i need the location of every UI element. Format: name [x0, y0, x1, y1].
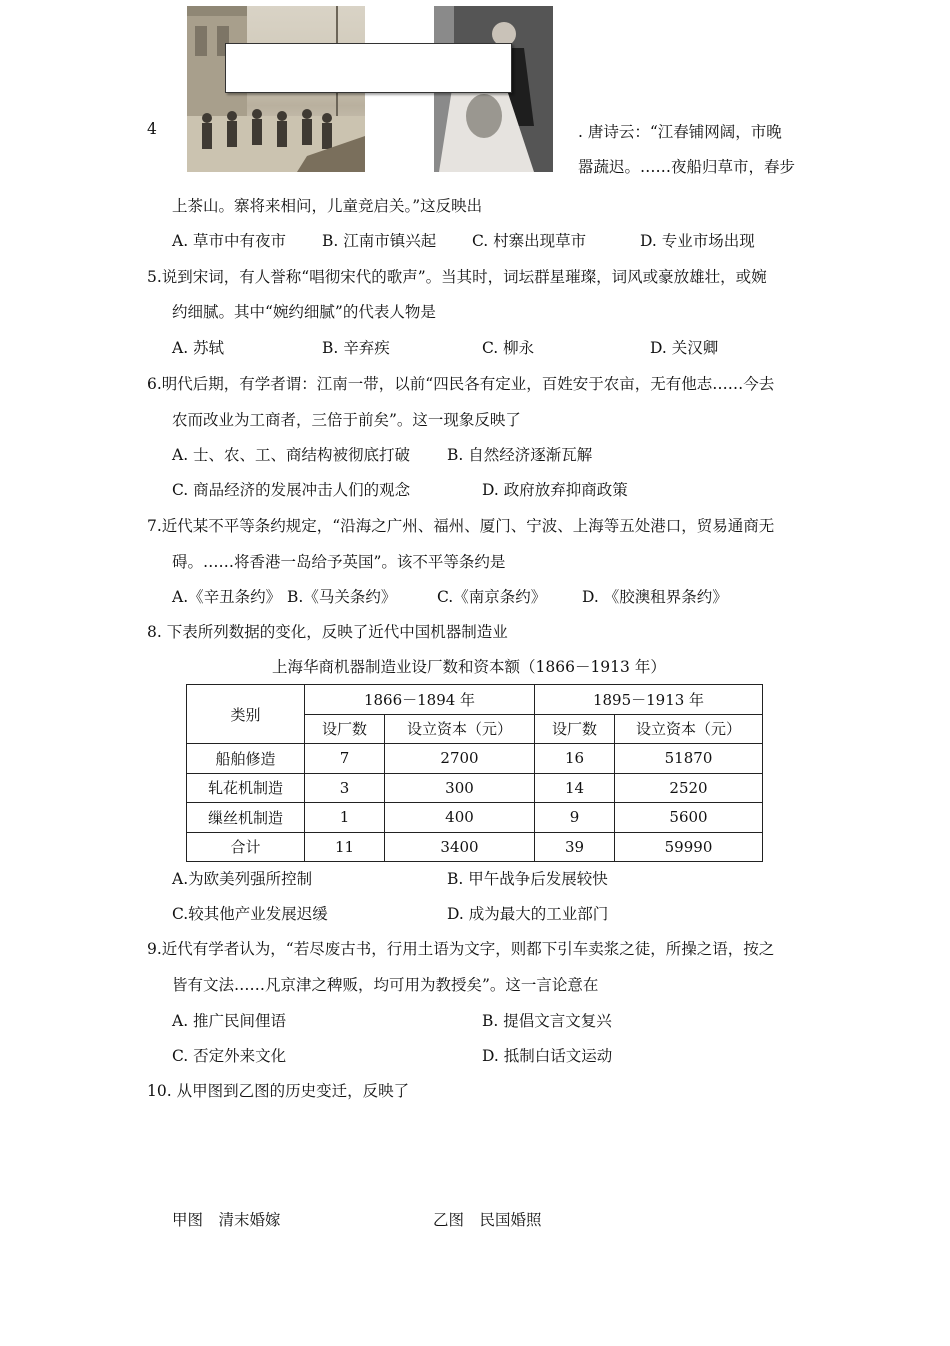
q4-text-line3: 上茶山。寨将来相问，儿童竞启关。”这反映出 [172, 197, 483, 215]
q9-option-a: A. 推广民间俚语 [172, 1012, 287, 1030]
q4-text-line1: . 唐诗云：“江春铺网阔，市晚 [578, 123, 782, 141]
caption-jia: 甲图 清末婚嫁 [172, 1211, 281, 1229]
q7-option-d: D. 《胶澳租界条约》 [582, 588, 728, 606]
table-row [187, 744, 763, 774]
q8-option-b: B. 甲午战争后发展较快 [447, 870, 608, 888]
row-capital-1: 400 [385, 803, 535, 833]
q8-option-a: A.为欧美列强所控制 [172, 870, 313, 888]
row-count-1: 7 [305, 744, 385, 774]
q6-option-b: B. 自然经济逐渐瓦解 [447, 446, 593, 464]
caption-yi: 乙图 民国婚照 [433, 1211, 542, 1229]
row-count-2: 39 [535, 832, 615, 862]
table-header-period2: 1895－1913 年 [535, 685, 763, 715]
q5-option-c: C. 柳永 [482, 339, 535, 357]
row-count-1: 11 [305, 832, 385, 862]
table-row [187, 832, 763, 862]
q4-option-c: C. 村寨出现草市 [472, 232, 587, 250]
q7-option-b: B.《马关条约》 [287, 588, 397, 606]
row-capital-2: 2520 [615, 773, 763, 803]
q7-line2: 碍。……将香港一岛给予英国”。该不平等条约是 [172, 553, 506, 571]
table-row [187, 773, 763, 803]
q6-line2: 农而改业为工商者，三倍于前矣”。这一现象反映了 [172, 411, 521, 429]
table-subheader-count-1: 设厂数 [305, 714, 385, 744]
row-capital-2: 51870 [615, 744, 763, 774]
q4-number: 4 [147, 120, 157, 138]
row-capital-1: 300 [385, 773, 535, 803]
q6-option-a: A. 士、农、工、商结构被彻底打破 [172, 446, 411, 464]
row-name: 缫丝机制造 [187, 803, 305, 833]
q7-option-c: C.《南京条约》 [437, 588, 547, 606]
q9-line2: 皆有文法……凡京津之稗贩，均可用为教授矣”。这一言论意在 [172, 976, 599, 994]
row-count-2: 16 [535, 744, 615, 774]
row-capital-2: 59990 [615, 832, 763, 862]
table-row [187, 803, 763, 833]
q8-option-d: D. 成为最大的工业部门 [447, 905, 609, 923]
q9-line1: 9.近代有学者认为，“若尽废古书，行用土语为文字，则都下引车卖浆之徒，所操之语，按之 [147, 940, 775, 958]
q10-stem: 10. 从甲图到乙图的历史变迁，反映了 [147, 1082, 410, 1100]
table-subheader-count-2: 设厂数 [535, 714, 615, 744]
table-title: 上海华商机器制造业设厂数和资本额（1866－1913 年） [272, 658, 666, 676]
q4-text-line2: 嚣蔬迟。……夜船归草市，春步 [578, 158, 796, 176]
row-capital-1: 3400 [385, 832, 535, 862]
row-count-1: 3 [305, 773, 385, 803]
q5-option-b: B. 辛弃疾 [322, 339, 390, 357]
q6-option-d: D. 政府放弃抑商政策 [482, 481, 628, 499]
row-capital-2: 5600 [615, 803, 763, 833]
table-header-category: 类别 [187, 685, 305, 744]
row-name: 轧花机制造 [187, 773, 305, 803]
row-count-2: 14 [535, 773, 615, 803]
cover-box [225, 43, 512, 93]
q7-option-a: A.《辛丑条约》 [172, 588, 282, 606]
q5-option-a: A. 苏轼 [172, 339, 225, 357]
q6-line1: 6.明代后期，有学者谓：江南一带，以前“四民各有定业，百姓安于农亩，无有他志……今去 [147, 375, 775, 393]
q4-option-d: D. 专业市场出现 [640, 232, 755, 250]
q4-option-b: B. 江南市镇兴起 [322, 232, 437, 250]
q8-option-c: C.较其他产业发展迟缓 [172, 905, 328, 923]
row-name: 船舶修造 [187, 744, 305, 774]
table-subheader-capital-1: 设立资本（元） [385, 714, 535, 744]
factory-data-table [186, 684, 763, 862]
q7-line1: 7.近代某不平等条约规定，“沿海之广州、福州、厦门、宁波、上海等五处港口，贸易通商无 [147, 517, 775, 535]
q9-option-d: D. 抵制白话文运动 [482, 1047, 613, 1065]
row-count-1: 1 [305, 803, 385, 833]
q5-line2: 约细腻。其中“婉约细腻”的代表人物是 [172, 303, 436, 321]
q6-option-c: C. 商品经济的发展冲击人们的观念 [172, 481, 411, 499]
q8-stem: 8. 下表所列数据的变化，反映了近代中国机器制造业 [147, 623, 508, 641]
q5-line1: 5.说到宋词，有人誉称“唱彻宋代的歌声”。当其时，词坛群星璀璨，词风或豪放雄壮，或婉 [147, 268, 767, 286]
q9-option-b: B. 提倡文言文复兴 [482, 1012, 612, 1030]
row-capital-1: 2700 [385, 744, 535, 774]
q5-option-d: D. 关汉卿 [650, 339, 719, 357]
q4-option-a: A. 草市中有夜市 [172, 232, 287, 250]
row-count-2: 9 [535, 803, 615, 833]
q9-option-c: C. 否定外来文化 [172, 1047, 287, 1065]
table-header-period1: 1866－1894 年 [305, 685, 535, 715]
row-name: 合计 [187, 832, 305, 862]
table-subheader-capital-2: 设立资本（元） [615, 714, 763, 744]
